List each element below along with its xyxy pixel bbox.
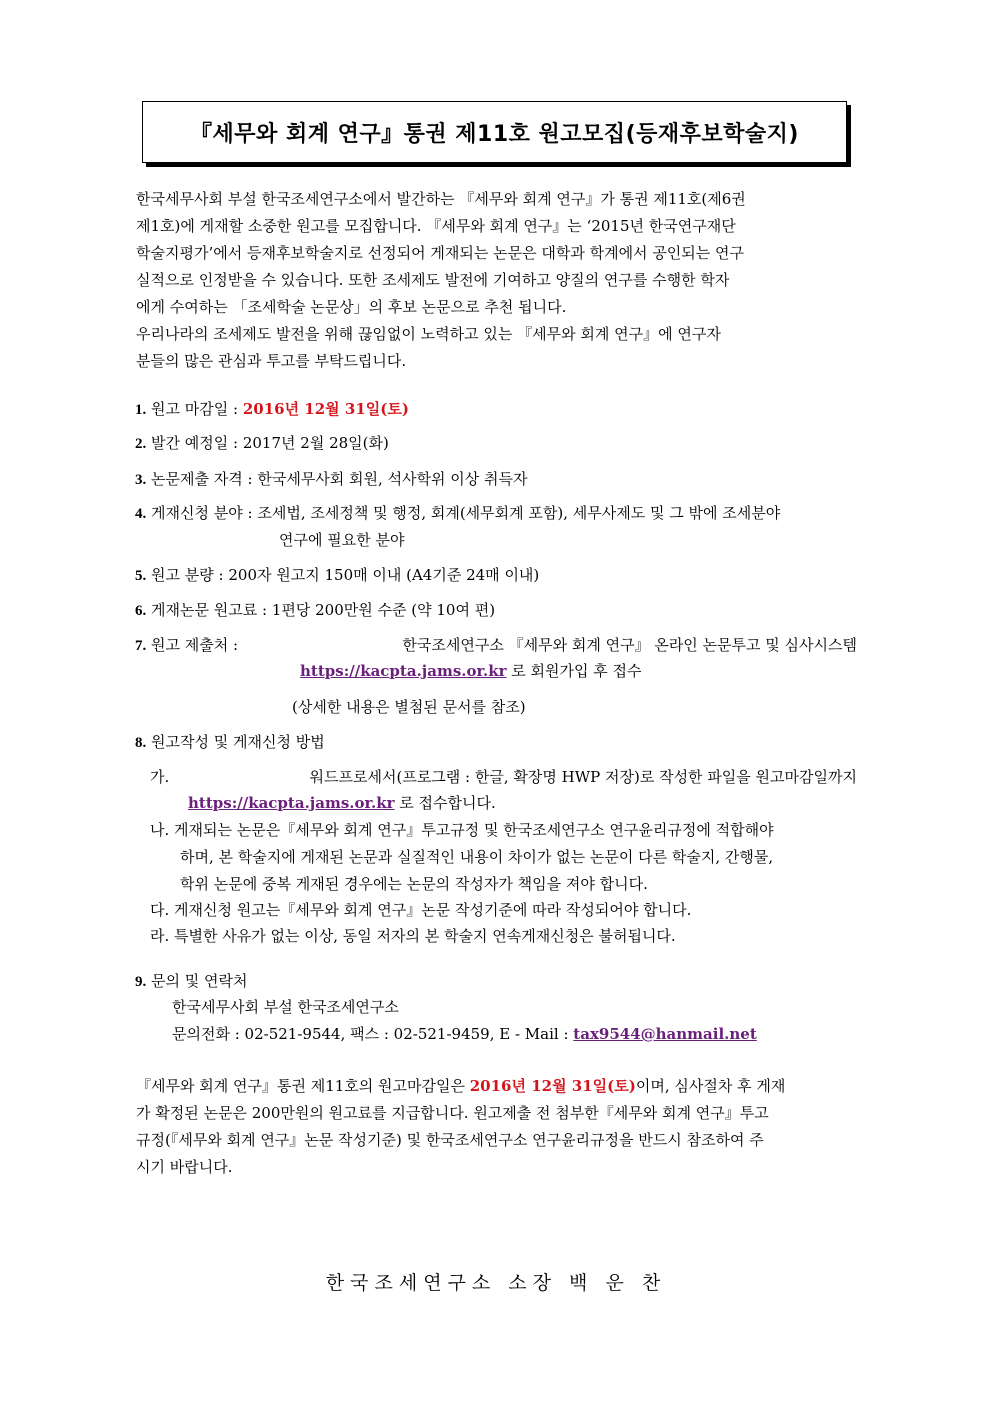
- title-box: [142, 101, 847, 163]
- closing-text: 이며, 심사절차 후 게재: [635, 1077, 786, 1095]
- item-label: 원고 마감일 :: [151, 400, 243, 418]
- submission-link[interactable]: https://kacpta.jams.or.kr: [188, 794, 395, 812]
- item-label: 문의 및 연락처: [151, 972, 248, 990]
- item-label: 원고 제출처 :: [151, 636, 239, 654]
- submission-link-after: 로 회원가입 후 접수: [506, 662, 642, 680]
- item-label: 논문제출 자격 :: [151, 470, 258, 488]
- item-fee: [135, 597, 495, 625]
- item-number: 8.: [135, 735, 147, 751]
- item-length: [135, 562, 539, 590]
- item-number: 4.: [135, 506, 147, 522]
- sub-marker: 다.: [150, 901, 170, 919]
- contact-org: 한국세무사회 부설 한국조세연구소: [172, 998, 399, 1016]
- intro-line: 우리나라의 조세제도 발전을 위해 끊임없이 노력하고 있는 『세무와 회계 연구』에 연구자: [136, 325, 721, 343]
- intro-line: 한국세무사회 부설 한국조세연구소에서 발간하는 『세무와 회계 연구』가 통권 제11호(제6권: [136, 190, 746, 208]
- item-label: 원고 분량 :: [151, 566, 229, 584]
- method-sub-na-line3: 학위 논문에 중복 게재된 경우에는 논문의 작성자가 책임을 져야 합니다.: [180, 875, 648, 893]
- contact-line: [172, 1021, 757, 1048]
- method-sub-na-line2: 하며, 본 학술지에 게재된 논문과 실질적인 내용이 차이가 없는 논문이 다른 학술지, 간행물,: [180, 848, 774, 866]
- item-label: 원고작성 및 게재신청 방법: [151, 733, 325, 751]
- sub-marker: 가.: [150, 768, 170, 786]
- item-value: 조세법, 조세정책 및 행정, 회계(세무회계 포함), 세무사제도 및 그 밖에 조세분야: [257, 504, 781, 522]
- closing-text: 『세무와 회계 연구』통권 제11호의 원고마감일은: [136, 1077, 470, 1095]
- intro-line: 에게 수여하는 「조세학술 논문상」의 후보 논문으로 추천 됩니다.: [136, 298, 567, 316]
- sub-text: 워드프로세서(프로그램 : 한글, 확장명 HWP 저장)로 작성한 파일을 원고마감일까지: [309, 768, 857, 786]
- closing-paragraph: [136, 1073, 858, 1181]
- closing-deadline: 2016년 12월 31일(토): [469, 1077, 636, 1095]
- sub-text: 로 접수합니다.: [394, 794, 496, 812]
- item-publish-date: [135, 430, 389, 458]
- signature: 한국조세연구소 소장 백 운 찬: [325, 1272, 667, 1294]
- method-sub-da: [150, 897, 691, 924]
- item-value: 1편당 200만원 수준 (약 10여 편): [271, 601, 496, 619]
- deadline-date: 2016년 12월 31일(토): [242, 400, 409, 418]
- closing-line: 가 확정된 논문은 200만원의 원고료를 지급합니다. 원고제출 전 첨부한『세무와 회계 연구』투고: [136, 1104, 769, 1122]
- item-submission: [135, 632, 857, 660]
- item-fields-cont: 연구에 필요한 분야: [279, 531, 405, 549]
- sub-text: 게재신청 원고는『세무와 회계 연구』논문 작성기준에 따라 작성되어야 합니다.: [174, 901, 692, 919]
- item-label: 게재신청 분야 :: [151, 504, 258, 522]
- item-number: 6.: [135, 603, 147, 619]
- item-deadline: [135, 396, 409, 424]
- item-fields: [135, 500, 780, 528]
- item-number: 9.: [135, 974, 147, 990]
- sub-marker: 라.: [150, 927, 170, 945]
- method-sub-ga-link-line: [188, 790, 496, 817]
- item-value: 한국세무사회 회원, 석사학위 이상 취득자: [257, 470, 528, 488]
- submission-link-line: [300, 658, 642, 685]
- item-number: 5.: [135, 568, 147, 584]
- item-contact: [135, 968, 248, 996]
- item-number: 1.: [135, 402, 147, 418]
- closing-line: [136, 1073, 858, 1100]
- item-label: 발간 예정일 :: [151, 434, 243, 452]
- item-value: 한국조세연구소 『세무와 회계 연구』 온라인 논문투고 및 심사시스템: [402, 636, 857, 654]
- closing-line: 시기 바랍니다.: [136, 1158, 233, 1176]
- item-value: 200자 원고지 150매 이내 (A4기준 24매 이내): [228, 566, 540, 584]
- intro-line: 학술지평가’에서 등재후보학술지로 선정되어 게재되는 논문은 대학과 학계에서 공인되는 연구: [136, 244, 745, 262]
- submission-link[interactable]: https://kacpta.jams.or.kr: [300, 662, 507, 680]
- submission-note: (상세한 내용은 별첨된 문서를 참조): [292, 698, 526, 716]
- document-title: 『세무와 회계 연구』통권 제11호 원고모집(등재후보학술지): [190, 121, 799, 147]
- closing-line: 규정(『세무와 회계 연구』논문 작성기준) 및 한국조세연구소 연구윤리규정을 반드시 참조하여 주: [136, 1131, 764, 1149]
- intro-line: 제1호)에 게재할 소중한 원고를 모집합니다. 『세무와 회계 연구』는 ‘2015년 한국연구재단: [136, 217, 736, 235]
- method-sub-na: [150, 817, 774, 844]
- item-number: 3.: [135, 472, 147, 488]
- method-sub-ra: [150, 923, 676, 950]
- sub-marker: 나.: [150, 821, 170, 839]
- sub-text: 특별한 사유가 없는 이상, 동일 저자의 본 학술지 연속게재신청은 불허됩니다.: [174, 927, 676, 945]
- sub-text: 게재되는 논문은『세무와 회계 연구』투고규정 및 한국조세연구소 연구윤리규정에 적합해야: [174, 821, 774, 839]
- item-method: [135, 729, 325, 757]
- intro-paragraph: [136, 186, 858, 375]
- item-label: 게재논문 원고료 :: [151, 601, 272, 619]
- intro-line: 분들의 많은 관심과 투고를 부탁드립니다.: [136, 352, 407, 370]
- item-eligibility: [135, 466, 528, 494]
- email-link[interactable]: tax9544@hanmail.net: [573, 1025, 757, 1043]
- item-value: 2017년 2월 28일(화): [242, 434, 389, 452]
- item-number: 7.: [135, 638, 147, 654]
- contact-text: 문의전화 : 02-521-9544, 팩스 : 02-521-9459, E - Mail :: [172, 1025, 574, 1043]
- intro-line: 실적으로 인정받을 수 있습니다. 또한 조세제도 발전에 기여하고 양질의 연구를 수행한 학자: [136, 271, 730, 289]
- item-number: 2.: [135, 436, 147, 452]
- method-sub-ga: [150, 764, 857, 791]
